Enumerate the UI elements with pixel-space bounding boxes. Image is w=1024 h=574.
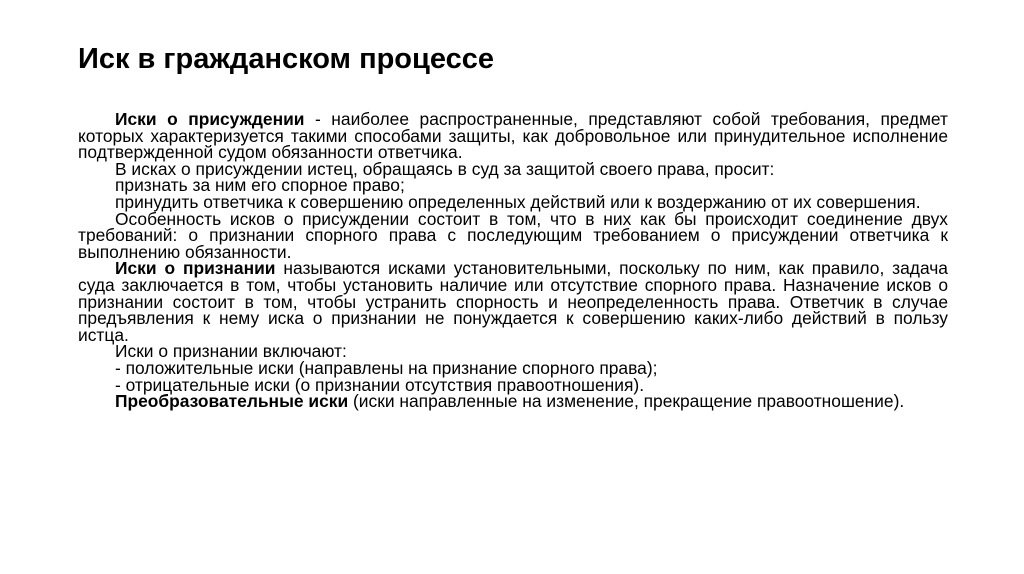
paragraph-text: - положительные иски (направлены на признание спорного права); xyxy=(115,357,658,378)
paragraph-text: называются исками установительными, поскольку по ним, как правило, задача суда заключается в том, чтобы установить наличие или отсутствие спорного права. Назначение исков о признании состоит в том, чтобы устранить спорность и неопределенность права. Ответчик в случае предъявления к нему иска о признании не понуждается к совершению каких-либо действий в пользу истца. xyxy=(78,258,948,345)
paragraph-text: признать за ним его спорное право; xyxy=(115,175,405,196)
term-transformative-claims: Преобразовательные иски xyxy=(115,391,349,412)
slide-body xyxy=(78,111,948,410)
paragraph-text: - наиболее распространенные, представляют собой требования, предмет которых характеризуется такими способами защиты, как добровольное или принудительное исполнение подтвержденной судом обязанности ответчика. xyxy=(78,109,948,163)
paragraph-feature xyxy=(78,208,948,262)
slide-title: Иск в гражданском процессе xyxy=(78,43,494,75)
term-recognition-claims: Иски о признании xyxy=(115,258,276,279)
paragraph-text: (иски направленные на изменение, прекращение правоотношение). xyxy=(348,391,905,412)
paragraph-text: - отрицательные иски (о признании отсутствия правоотношения). xyxy=(115,374,645,395)
paragraph-text: В исках о присуждении истец, обращаясь в суд за защитой своего права, просит: xyxy=(115,158,775,179)
paragraph-text: принудить ответчика к совершению определенных действий или к воздержанию от их совершения. xyxy=(115,191,921,212)
paragraph-recognition-claims xyxy=(78,260,948,343)
paragraph-awarding-claims xyxy=(78,111,948,161)
paragraph-transformative-claims xyxy=(78,393,948,410)
term-awarding-claims: Иски о присуждении xyxy=(115,109,305,129)
paragraph-text: Особенность исков о присуждении состоит в том, что в них как бы происходит соединение двух требований: о признании спорного права с последующим требованием о присуждении ответчика к выполнению обязанности. xyxy=(78,208,948,262)
paragraph-text: Иски о признании включают: xyxy=(115,341,347,362)
